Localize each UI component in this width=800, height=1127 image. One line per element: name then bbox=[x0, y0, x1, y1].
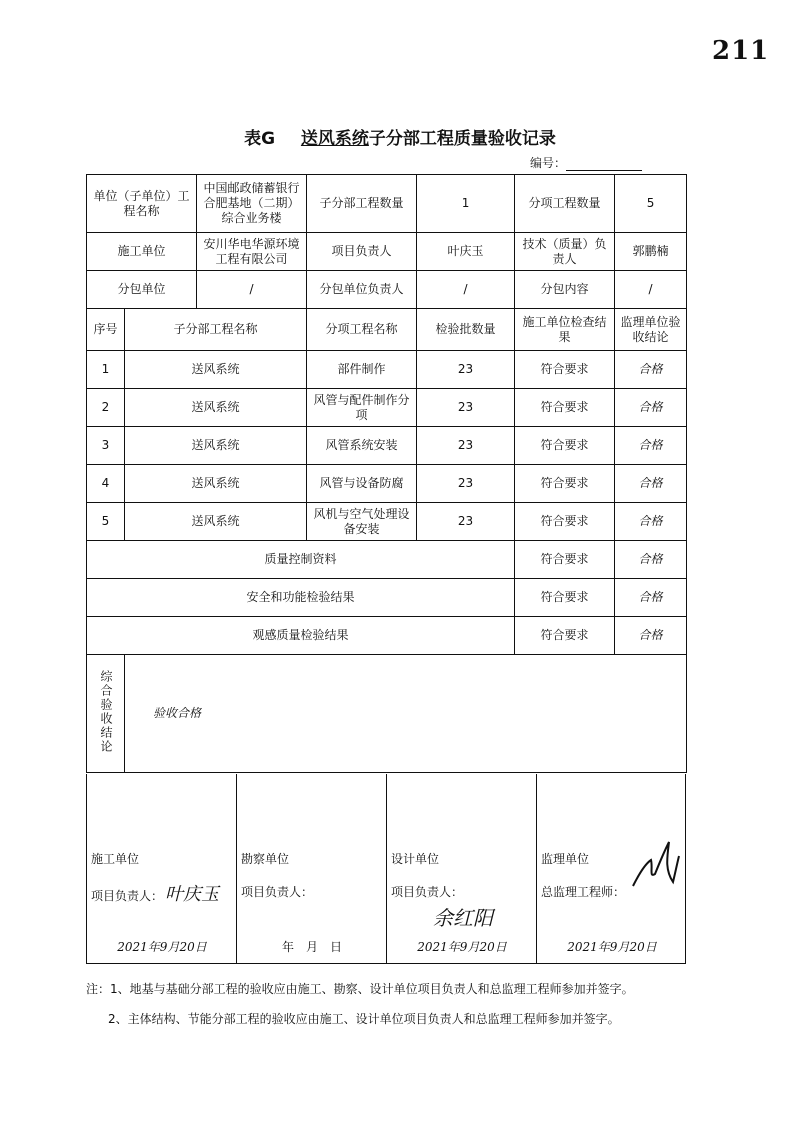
summary-label: 质量控制资料 bbox=[87, 541, 515, 579]
signature-unit: 监理单位 bbox=[541, 852, 590, 866]
summary-row bbox=[87, 617, 687, 655]
sub-pm-value: / bbox=[417, 271, 515, 309]
row-sub: 送风系统 bbox=[125, 503, 307, 541]
sub-pm-label: 分包单位负责人 bbox=[307, 271, 417, 309]
item-count-value: 5 bbox=[615, 175, 687, 233]
conclusion-value: 验收合格 bbox=[125, 655, 687, 773]
row-batch: 23 bbox=[417, 465, 515, 503]
conclusion-row bbox=[87, 655, 687, 773]
row-batch: 23 bbox=[417, 503, 515, 541]
tech-label: 技术（质量）负责人 bbox=[515, 233, 615, 271]
title-prefix: 表G bbox=[244, 129, 276, 149]
summary-signature: 合格 bbox=[615, 617, 687, 655]
footnotes bbox=[86, 974, 726, 1034]
signature-date: 2021年9月20日 bbox=[417, 940, 507, 954]
row-check: 符合要求 bbox=[515, 465, 615, 503]
row-sub: 送风系统 bbox=[125, 465, 307, 503]
table-row bbox=[87, 389, 687, 427]
supervisor-signature-icon bbox=[629, 834, 681, 896]
row-signature: 合格 bbox=[615, 389, 687, 427]
col-supervise: 监理单位验收结论 bbox=[615, 309, 687, 351]
construction-label: 施工单位 bbox=[87, 233, 197, 271]
summary-check: 符合要求 bbox=[515, 541, 615, 579]
signature-person bbox=[241, 880, 315, 901]
header-row-subcontract bbox=[87, 271, 687, 309]
sub-content-label: 分包内容 bbox=[515, 271, 615, 309]
acceptance-table bbox=[86, 174, 687, 773]
row-check: 符合要求 bbox=[515, 351, 615, 389]
table-row bbox=[87, 503, 687, 541]
title-suffix: 子分部工程质量验收记录 bbox=[368, 129, 556, 149]
unit-value: 中国邮政储蓄银行合肥基地（二期）综合业务楼 bbox=[197, 175, 307, 233]
col-sub-name: 子分部工程名称 bbox=[125, 309, 307, 351]
table-row bbox=[87, 427, 687, 465]
row-batch: 23 bbox=[417, 427, 515, 465]
signature-unit: 勘察单位 bbox=[241, 852, 290, 866]
supervisor-signature-mark bbox=[629, 834, 681, 903]
signature-design bbox=[387, 774, 537, 964]
row-signature: 合格 bbox=[615, 503, 687, 541]
header-row-unit bbox=[87, 175, 687, 233]
signature-person-label: 项目负责人： bbox=[391, 885, 464, 899]
row-item: 风管与设备防腐 bbox=[307, 465, 417, 503]
row-signature: 合格 bbox=[615, 465, 687, 503]
summary-label: 观感质量检验结果 bbox=[87, 617, 515, 655]
item-count-label: 分项工程数量 bbox=[515, 175, 615, 233]
signature-date: 2021年9月20日 bbox=[567, 940, 657, 954]
row-batch: 23 bbox=[417, 389, 515, 427]
summary-check: 符合要求 bbox=[515, 579, 615, 617]
col-item-name: 分项工程名称 bbox=[307, 309, 417, 351]
signature-date: 年 月 日 bbox=[281, 940, 342, 954]
signature-person-label: 总监理工程师： bbox=[541, 885, 626, 899]
table-row bbox=[87, 351, 687, 389]
signature-unit: 施工单位 bbox=[91, 852, 140, 866]
tech-value: 郭鹏楠 bbox=[615, 233, 687, 271]
signature-mark: 叶庆玉 bbox=[165, 884, 220, 905]
pm-label: 项目负责人 bbox=[307, 233, 417, 271]
unit-label: 单位（子单位）工程名称 bbox=[87, 175, 197, 233]
pm-value: 叶庆玉 bbox=[417, 233, 515, 271]
signature-person bbox=[541, 880, 627, 901]
summary-signature: 合格 bbox=[615, 541, 687, 579]
signature-person bbox=[391, 880, 465, 901]
col-batch: 检验批数量 bbox=[417, 309, 515, 351]
row-batch: 23 bbox=[417, 351, 515, 389]
row-item: 风管系统安装 bbox=[307, 427, 417, 465]
signature-survey bbox=[237, 774, 387, 964]
sub-count-value: 1 bbox=[417, 175, 515, 233]
header-row-construction bbox=[87, 233, 687, 271]
signature-date: 2021年9月20日 bbox=[117, 940, 207, 954]
row-item: 风管与配件制作分项 bbox=[307, 389, 417, 427]
footnote-1: 注：1、地基与基础分部工程的验收应由施工、勘察、设计单位项目负责人和总监理工程师参加并签字。 bbox=[86, 982, 634, 996]
page-number: 211 bbox=[712, 36, 770, 66]
sub-content-value: / bbox=[615, 271, 687, 309]
signature-section bbox=[86, 774, 686, 964]
signature-handwritten-name: 余红阳 bbox=[433, 906, 493, 930]
row-check: 符合要求 bbox=[515, 427, 615, 465]
conclusion-label-cell bbox=[87, 655, 125, 773]
footnote-2: 2、主体结构、节能分部工程的验收应由施工、设计单位项目负责人和总监理工程师参加并签字。 bbox=[108, 1012, 620, 1026]
table-row bbox=[87, 465, 687, 503]
row-sub: 送风系统 bbox=[125, 351, 307, 389]
row-check: 符合要求 bbox=[515, 503, 615, 541]
row-signature: 合格 bbox=[615, 427, 687, 465]
row-no: 1 bbox=[87, 351, 125, 389]
row-sub: 送风系统 bbox=[125, 427, 307, 465]
summary-check: 符合要求 bbox=[515, 617, 615, 655]
row-no: 4 bbox=[87, 465, 125, 503]
signature-person bbox=[91, 880, 219, 906]
signature-person-label: 项目负责人： bbox=[91, 889, 164, 903]
col-no: 序号 bbox=[87, 309, 125, 351]
subcontract-value: / bbox=[197, 271, 307, 309]
sub-count-label: 子分部工程数量 bbox=[307, 175, 417, 233]
code-field[interactable] bbox=[566, 158, 642, 171]
row-no: 2 bbox=[87, 389, 125, 427]
signature-construction bbox=[87, 774, 237, 964]
col-check: 施工单位检查结果 bbox=[515, 309, 615, 351]
summary-signature: 合格 bbox=[615, 579, 687, 617]
signature-supervision bbox=[537, 774, 687, 964]
row-signature: 合格 bbox=[615, 351, 687, 389]
construction-value: 安川华电华源环境工程有限公司 bbox=[197, 233, 307, 271]
row-item: 部件制作 bbox=[307, 351, 417, 389]
summary-row bbox=[87, 579, 687, 617]
column-header-row bbox=[87, 309, 687, 351]
title-system: 送风系统 bbox=[300, 129, 369, 149]
code-label: 编号： bbox=[530, 156, 567, 170]
conclusion-label: 综合验收结论 bbox=[99, 669, 113, 754]
row-no: 3 bbox=[87, 427, 125, 465]
row-sub: 送风系统 bbox=[125, 389, 307, 427]
page-title bbox=[0, 124, 800, 149]
row-no: 5 bbox=[87, 503, 125, 541]
record-code bbox=[530, 154, 642, 171]
row-item: 风机与空气处理设备安装 bbox=[307, 503, 417, 541]
signature-person-label: 项目负责人： bbox=[241, 885, 314, 899]
subcontract-label: 分包单位 bbox=[87, 271, 197, 309]
summary-label: 安全和功能检验结果 bbox=[87, 579, 515, 617]
signature-unit: 设计单位 bbox=[391, 852, 440, 866]
summary-row bbox=[87, 541, 687, 579]
row-check: 符合要求 bbox=[515, 389, 615, 427]
